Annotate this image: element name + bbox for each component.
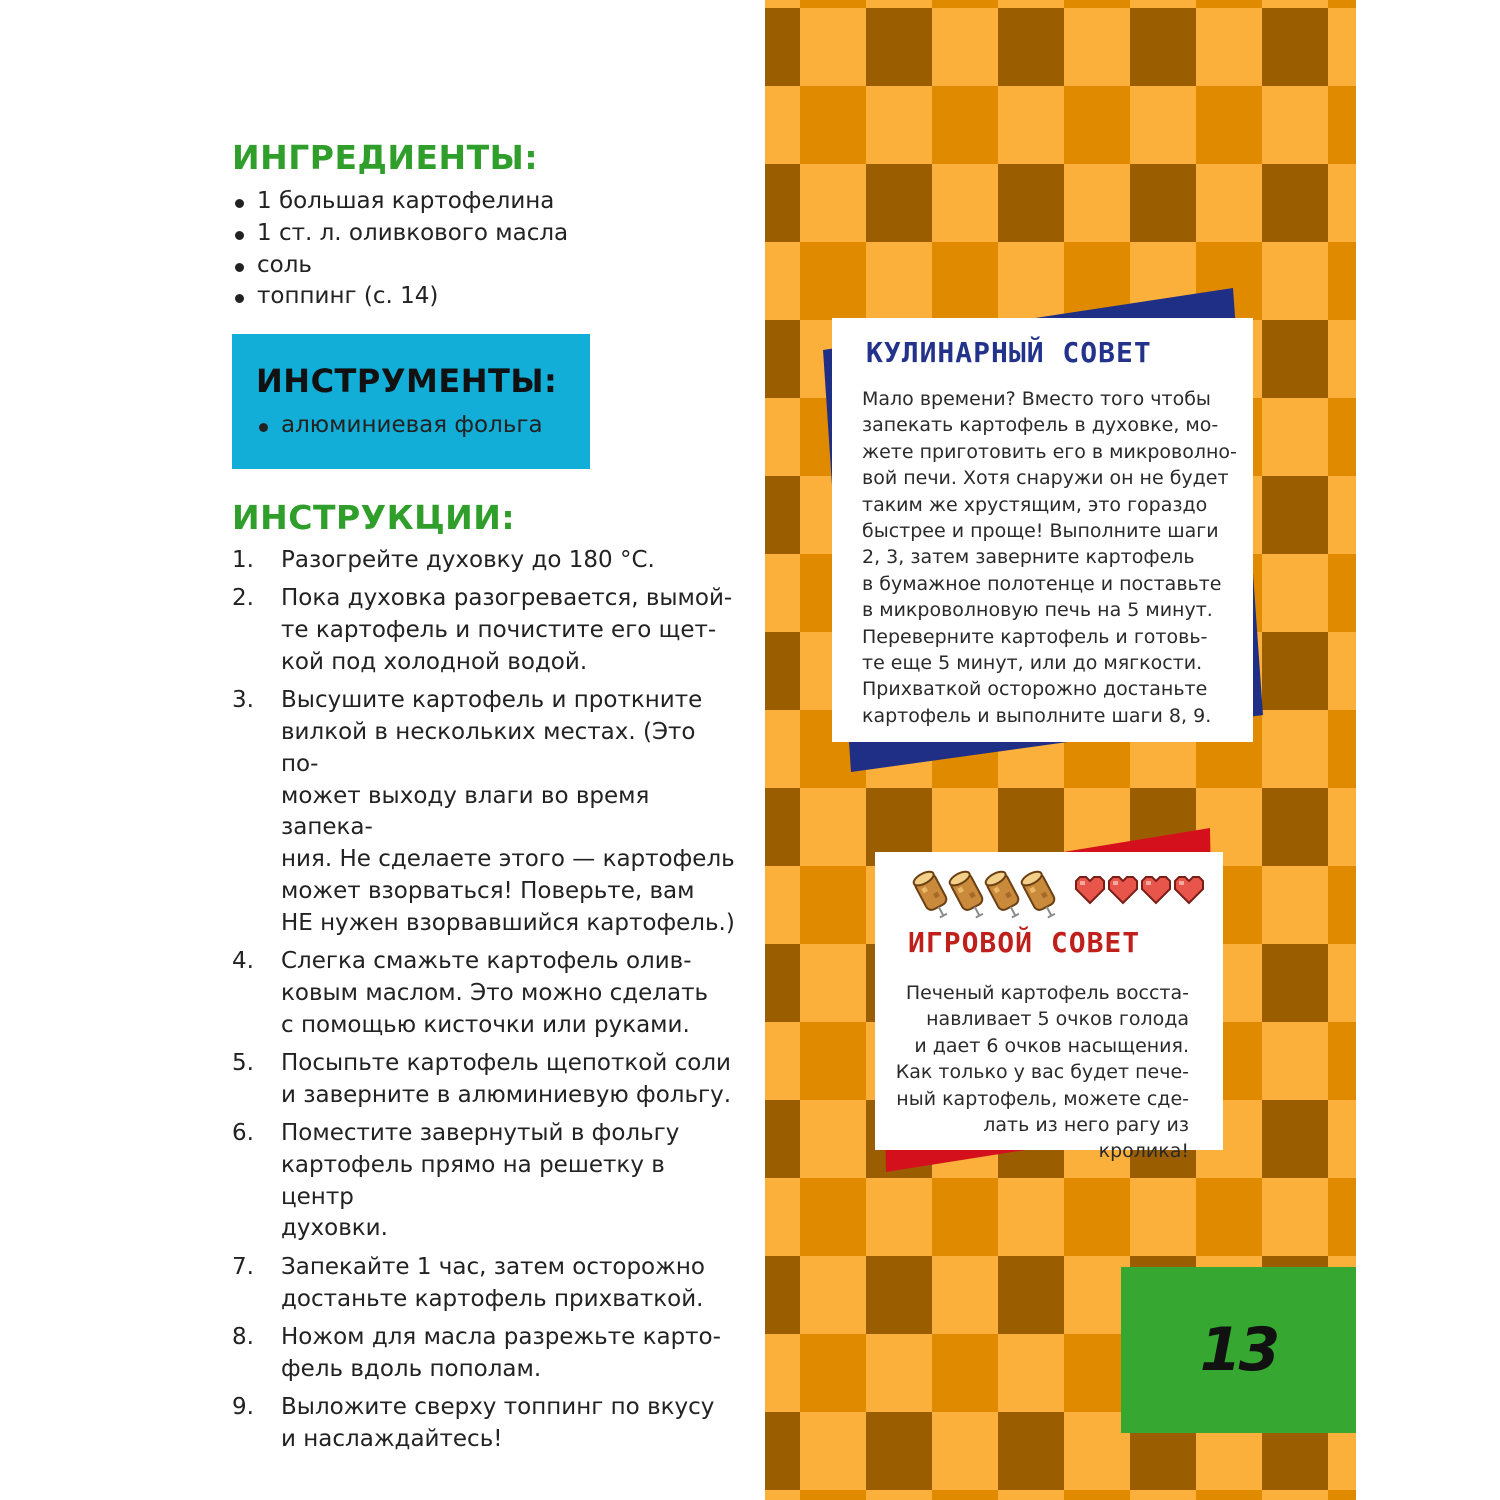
- checker-tile: [1130, 8, 1196, 86]
- checker-tile: [1262, 788, 1328, 866]
- checker-tile: [1262, 866, 1328, 944]
- checker-tile: [800, 1412, 866, 1490]
- checker-tile: [1064, 164, 1130, 242]
- list-item: алюминиевая фольга: [256, 410, 543, 442]
- checker-tile: [998, 1334, 1064, 1412]
- checker-tile: [866, 1256, 932, 1334]
- checker-tile: [1064, 0, 1130, 8]
- health-icons: [1073, 872, 1213, 912]
- checker-tile: [866, 86, 932, 164]
- step-item: [232, 685, 737, 939]
- checker-tile: [1196, 0, 1262, 8]
- checker-tile: [932, 86, 998, 164]
- checker-tile: [1328, 1178, 1356, 1256]
- list-item: топпинг (с. 14): [232, 281, 568, 313]
- instructions-title: ИНСТРУКЦИИ:: [232, 498, 516, 537]
- text-line: Печеный картофель восста-: [905, 982, 1189, 1004]
- checker-tile: [765, 1256, 800, 1334]
- text-line: быстрее и проще! Выполните шаги: [862, 520, 1219, 543]
- text-line: Прихваткой осторожно достаньте: [862, 678, 1208, 701]
- ingredients-title: ИНГРЕДИЕНТЫ:: [232, 138, 539, 177]
- checker-tile: [1328, 86, 1356, 164]
- step-number: 3.: [232, 687, 254, 714]
- checker-tile: [1130, 86, 1196, 164]
- cooking-tip-card: [832, 318, 1253, 742]
- text-line: Мало времени? Вместо того чтобы: [862, 388, 1211, 410]
- checker-tile: [765, 866, 800, 944]
- checker-tile: [800, 1178, 866, 1256]
- checker-tile: [1328, 242, 1356, 320]
- step-item: [232, 1118, 737, 1245]
- checker-tile: [765, 554, 800, 632]
- step-line: и заверните в алюминиевую фольгу.: [281, 1081, 732, 1108]
- step-number: 8.: [232, 1323, 254, 1350]
- checker-tile: [1064, 8, 1130, 86]
- text-line: и дает 6 очков насыщения.: [914, 1034, 1189, 1057]
- text-line: таким же хрустящим, это гораздо: [862, 493, 1208, 516]
- checker-tile: [800, 1100, 866, 1178]
- checker-tile: [1064, 86, 1130, 164]
- checker-tile: [1196, 164, 1262, 242]
- checker-tile: [932, 8, 998, 86]
- checker-tile: [998, 1178, 1064, 1256]
- step-number: 2.: [232, 585, 254, 612]
- checker-tile: [866, 1334, 932, 1412]
- step-line: те картофель и почистите его щет-: [281, 617, 717, 644]
- checker-tile: [1262, 1178, 1328, 1256]
- checker-tile: [1328, 788, 1356, 866]
- checker-tile: [1262, 164, 1328, 242]
- text-line: навливает 5 очков голода: [926, 1008, 1189, 1031]
- checker-tile: [932, 164, 998, 242]
- step-line: Посыпьте картофель щепоткой соли: [281, 1049, 731, 1076]
- checker-tile: [765, 788, 800, 866]
- checker-tile: [866, 1412, 932, 1490]
- step-number: 9.: [232, 1393, 254, 1420]
- step-number: 6.: [232, 1120, 254, 1147]
- text-line: 2, 3, затем заверните картофель: [862, 546, 1195, 569]
- checker-tile: [765, 0, 800, 8]
- tools-title: ИНСТРУМЕНТЫ:: [256, 362, 558, 400]
- step-line: Запекайте 1 час, затем осторожно: [281, 1253, 705, 1280]
- checker-tile: [800, 164, 866, 242]
- text-line: запекать картофель в духовке, мо-: [862, 414, 1219, 437]
- step-item: [232, 1252, 737, 1316]
- heart-icon: [1139, 874, 1173, 906]
- checker-tile: [932, 0, 998, 8]
- checker-tile: [932, 1412, 998, 1490]
- checker-tile: [765, 242, 800, 320]
- checker-tile: [765, 1100, 800, 1178]
- checker-tile: [998, 164, 1064, 242]
- step-line: вилкой в нескольких местах. (Это по-: [281, 718, 696, 777]
- checker-tile: [932, 1178, 998, 1256]
- step-line: Пока духовка разогревается, вымой-: [281, 585, 733, 612]
- text-line: в бумажное полотенце и поставьте: [862, 572, 1222, 595]
- checker-tile: [765, 1334, 800, 1412]
- step-item: [232, 1048, 737, 1112]
- checker-tile: [800, 944, 866, 1022]
- checker-tile: [1262, 944, 1328, 1022]
- step-line: может взорваться! Поверьте, вам: [281, 877, 695, 904]
- checker-tile: [866, 1490, 932, 1500]
- checker-tile: [1262, 1022, 1328, 1100]
- checker-tile: [932, 1490, 998, 1500]
- step-item: [232, 545, 737, 577]
- checker-tile: [765, 632, 800, 710]
- step-line: духовки.: [281, 1215, 388, 1242]
- checker-tile: [1196, 8, 1262, 86]
- heart-icon: [1073, 874, 1107, 906]
- checker-tile: [1328, 944, 1356, 1022]
- game-tip-title: ИГРОВОЙ СОВЕТ: [908, 926, 1141, 959]
- step-line: ковым маслом. Это можно сделать: [281, 979, 709, 1006]
- text-line: жете приготовить его в микроволно-: [862, 440, 1237, 463]
- step-line: кой под холодной водой.: [281, 648, 588, 675]
- checker-tile: [1328, 476, 1356, 554]
- checker-tile: [1196, 1490, 1262, 1500]
- step-line: картофель прямо на решетку в центр: [281, 1151, 665, 1210]
- step-line: Ножом для масла разрежьте карто-: [281, 1323, 721, 1350]
- step-line: Поместите завернутый в фольгу: [281, 1120, 680, 1147]
- step-line: Разогрейте духовку до 180 °С.: [281, 547, 655, 573]
- checker-tile: [998, 1412, 1064, 1490]
- step-line: Слегка смажьте картофель олив-: [281, 948, 692, 975]
- checker-tile: [765, 1490, 800, 1500]
- heart-icon: [1172, 874, 1206, 906]
- page-number-box: [1121, 1267, 1356, 1433]
- step-line: может выходу влаги во время запека-: [281, 782, 650, 841]
- checker-tile: [1262, 86, 1328, 164]
- text-line: картофель и выполните шаги 8, 9.: [862, 704, 1212, 727]
- checker-tile: [866, 1178, 932, 1256]
- heart-icon: [1106, 874, 1140, 906]
- step-item: [232, 946, 737, 1041]
- checker-tile: [1328, 0, 1356, 8]
- checker-tile: [1328, 1022, 1356, 1100]
- checker-tile: [800, 1256, 866, 1334]
- checker-tile: [765, 1178, 800, 1256]
- step-number: 5.: [232, 1049, 254, 1076]
- checker-tile: [765, 1412, 800, 1490]
- checker-tile: [765, 476, 800, 554]
- checker-tile: [998, 86, 1064, 164]
- cooking-tip-text: [862, 386, 1237, 729]
- checker-tile: [765, 86, 800, 164]
- checker-tile: [1328, 710, 1356, 788]
- checker-tile: [998, 1256, 1064, 1334]
- step-line: и наслаждайтесь!: [281, 1425, 503, 1452]
- checker-tile: [1262, 8, 1328, 86]
- checker-tile: [1130, 1178, 1196, 1256]
- checker-tile: [1328, 554, 1356, 632]
- step-line: Выложите сверху топпинг по вкусу: [281, 1393, 715, 1420]
- checker-tile: [800, 788, 866, 866]
- checker-tile: [765, 944, 800, 1022]
- instructions-list: [232, 545, 737, 1462]
- checker-tile: [800, 8, 866, 86]
- checker-tile: [1196, 86, 1262, 164]
- checker-tile: [1328, 8, 1356, 86]
- checker-tile: [765, 164, 800, 242]
- checker-tile: [1064, 1490, 1130, 1500]
- text-line: ный картофель, можете сде-: [896, 1087, 1189, 1110]
- step-line: ния. Не сделаете этого — картофель: [281, 846, 735, 873]
- game-tip-card: [875, 852, 1223, 1163]
- text-line: те еще 5 минут, или до мягкости.: [862, 652, 1203, 675]
- step-number: 4.: [232, 948, 254, 975]
- checker-tile: [1130, 164, 1196, 242]
- checker-tile: [765, 1022, 800, 1100]
- checker-tile: [800, 0, 866, 8]
- checker-tile: [1130, 0, 1196, 8]
- checker-tile: [800, 1022, 866, 1100]
- step-line: с помощью кисточки или руками.: [281, 1011, 690, 1038]
- checker-tile: [800, 86, 866, 164]
- checker-tile: [866, 164, 932, 242]
- tools-box: [232, 334, 590, 469]
- checker-tile: [765, 398, 800, 476]
- list-item: соль: [232, 250, 568, 282]
- cooking-tip-title: КУЛИНАРНЫЙ СОВЕТ: [866, 336, 1152, 369]
- page-number: 13: [1199, 1315, 1278, 1385]
- step-line: достаньте картофель прихваткой.: [281, 1285, 704, 1312]
- checker-tile: [1328, 632, 1356, 710]
- step-item: [232, 1392, 737, 1456]
- text-line: Как только у вас будет пече-: [895, 1061, 1189, 1084]
- checker-tile: [932, 1334, 998, 1412]
- checker-tile: [1262, 0, 1328, 8]
- tools-list: [256, 410, 543, 442]
- checker-tile: [1064, 1178, 1130, 1256]
- checker-tile: [765, 320, 800, 398]
- checker-tile: [1328, 1100, 1356, 1178]
- checker-tile: [1130, 1490, 1196, 1500]
- checker-tile: [998, 8, 1064, 86]
- checker-tile: [1328, 398, 1356, 476]
- ingredients-list: [232, 186, 568, 313]
- checker-tile: [998, 1490, 1064, 1500]
- checker-tile: [800, 866, 866, 944]
- checker-tile: [866, 0, 932, 8]
- step-line: фель вдоль пополам.: [281, 1355, 542, 1382]
- checker-tile: [765, 8, 800, 86]
- text-line: вой печи. Хотя снаружи он не будет: [862, 467, 1229, 490]
- checker-tile: [1262, 1490, 1328, 1500]
- text-line: лать из него рагу из кролика!: [983, 1114, 1189, 1163]
- list-item: 1 ст. л. оливкового масла: [232, 218, 568, 250]
- checker-tile: [1262, 1100, 1328, 1178]
- checker-tile: [1196, 1178, 1262, 1256]
- checker-tile: [1328, 1490, 1356, 1500]
- checker-tile: [932, 1256, 998, 1334]
- step-item: [232, 583, 737, 678]
- step-line: Высушите картофель и проткните: [281, 687, 703, 714]
- step-number: 7.: [232, 1253, 254, 1280]
- checker-tile: [1328, 320, 1356, 398]
- checker-tile: [1328, 164, 1356, 242]
- checker-tile: [1328, 866, 1356, 944]
- checker-tile: [998, 0, 1064, 8]
- checker-tile: [866, 8, 932, 86]
- checker-tile: [800, 1334, 866, 1412]
- step-number: 1.: [232, 547, 254, 573]
- step-item: [232, 1322, 737, 1386]
- checker-tile: [765, 710, 800, 788]
- text-line: Переверните картофель и готовь-: [862, 625, 1208, 648]
- checker-tile: [800, 1490, 866, 1500]
- list-item: 1 большая картофелина: [232, 186, 568, 218]
- step-line: НЕ нужен взорвавшийся картофель.): [281, 909, 735, 936]
- game-tip-text: [889, 980, 1189, 1165]
- hunger-icon: [1019, 868, 1063, 924]
- text-line: в микроволновую печь на 5 минут.: [862, 599, 1213, 622]
